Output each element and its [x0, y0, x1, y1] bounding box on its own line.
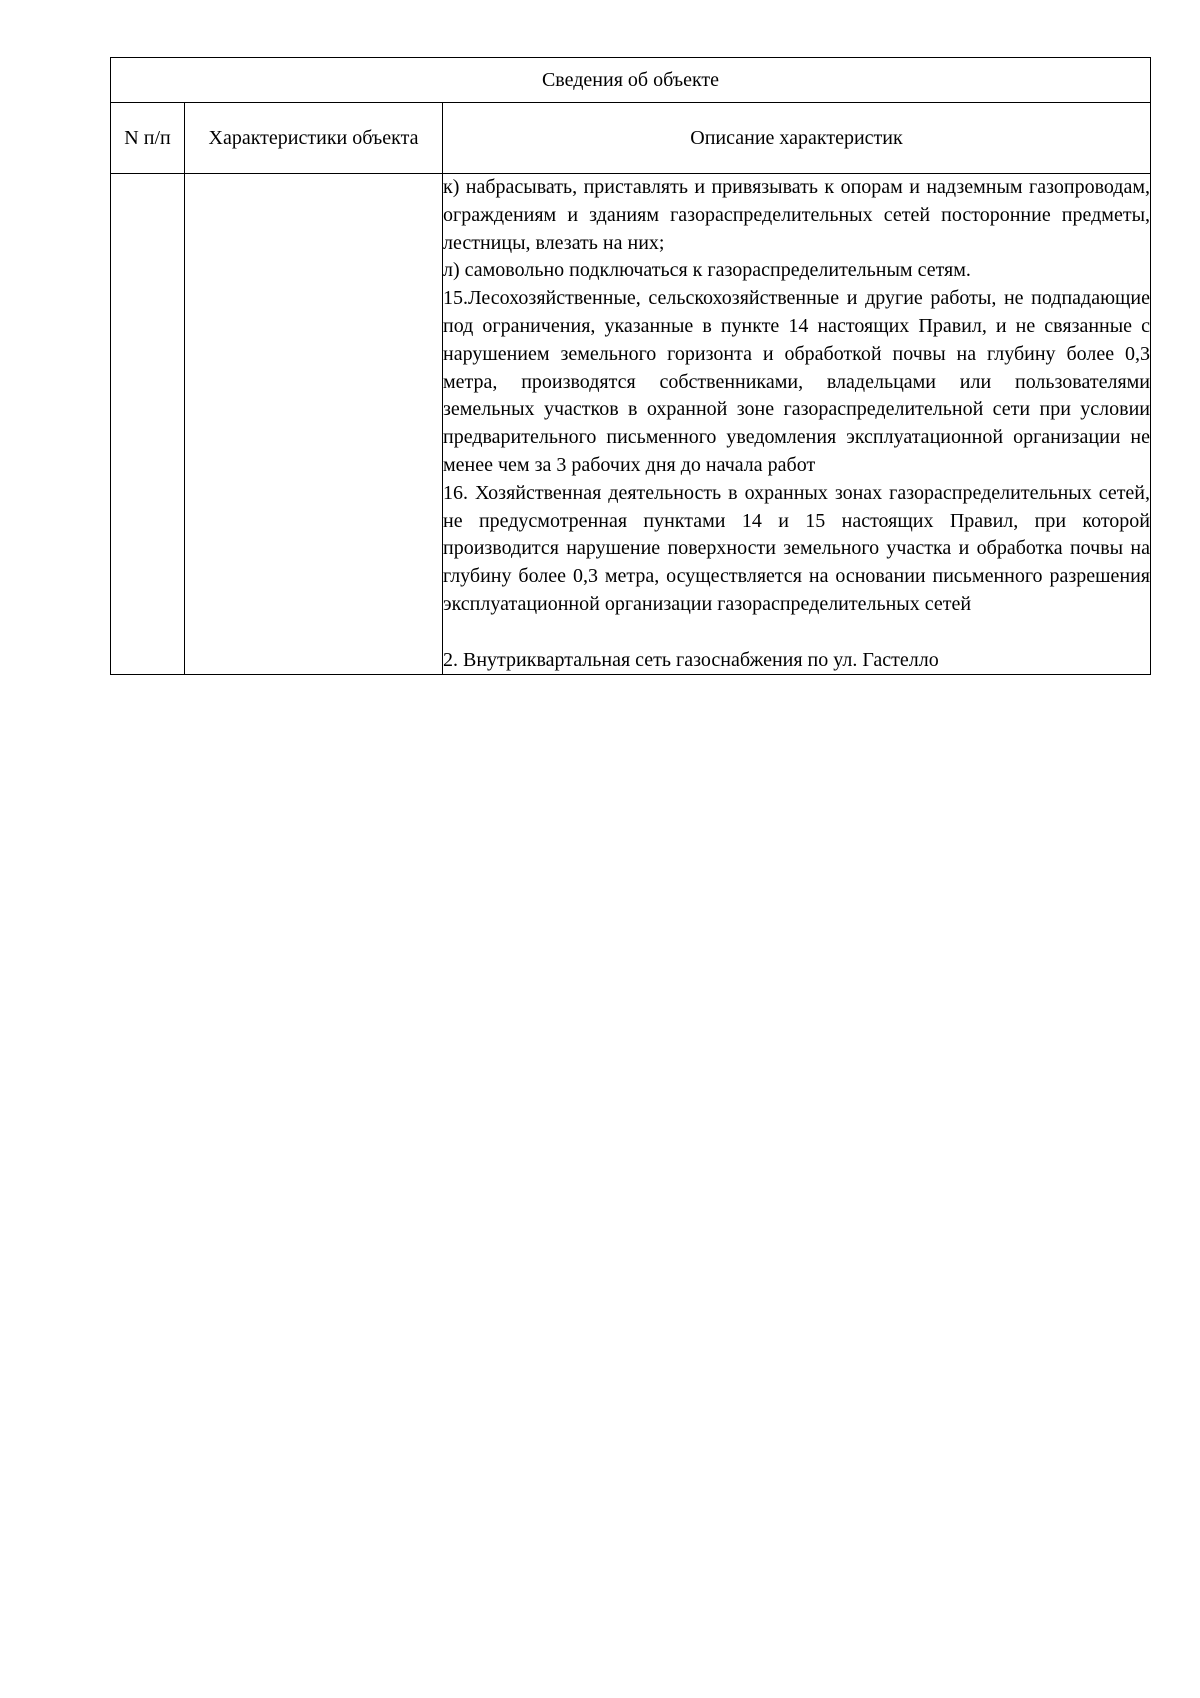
table-header-row [111, 103, 1151, 174]
row-number-cell [111, 174, 185, 675]
header-number: N п/п [111, 103, 185, 174]
paragraph-item-k: к) набрасывать, приставлять и привязывать к опорам и надземным газопроводам, ограждениям и зданиям газораспределительных сетей посторонние предметы, лестницы, влезать на них; [443, 176, 1151, 254]
object-info-table [110, 57, 1151, 675]
table-caption: Сведения об объекте [111, 58, 1151, 103]
table-caption-row [111, 58, 1151, 103]
blank-spacer [443, 619, 1150, 647]
header-characteristics: Характеристики объекта [185, 103, 443, 174]
paragraph-clause-16: 16. Хозяйственная деятельность в охранных зонах газораспределительных сетей, не предусмотренная пунктами 14 и 15 настоящих Правил, при которой производится нарушение поверхности земельного участка и обработка почвы на глубину более 0,3 метра, осуществляется на основании письменного разрешения эксплуатационной организации газораспределительных сетей [443, 481, 1151, 615]
paragraph-item-l: л) самовольно подключаться к газораспределительным сетям. [443, 259, 971, 282]
paragraph-section-2-title: 2. Внутриквартальная сеть газоснабжения по ул. Гастелло [443, 648, 939, 671]
table-row [111, 174, 1151, 675]
header-description: Описание характеристик [443, 103, 1151, 174]
row-characteristics-cell [185, 174, 443, 675]
paragraph-clause-15: 15.Лесохозяйственные, сельскохозяйственные и другие работы, не подпадающие под ограничения, указанные в пункте 14 настоящих Правил, и не связанные с нарушением земельного горизонта и обработкой почвы на глубину более 0,3 метра, производятся собственниками, владельцами или пользователями земельных участков в охранной зоне газораспределительной сети при условии предварительного письменного уведомления эксплуатационной организации не менее чем за 3 рабочих дня до начала работ [443, 287, 1151, 476]
row-description-cell [443, 174, 1151, 675]
